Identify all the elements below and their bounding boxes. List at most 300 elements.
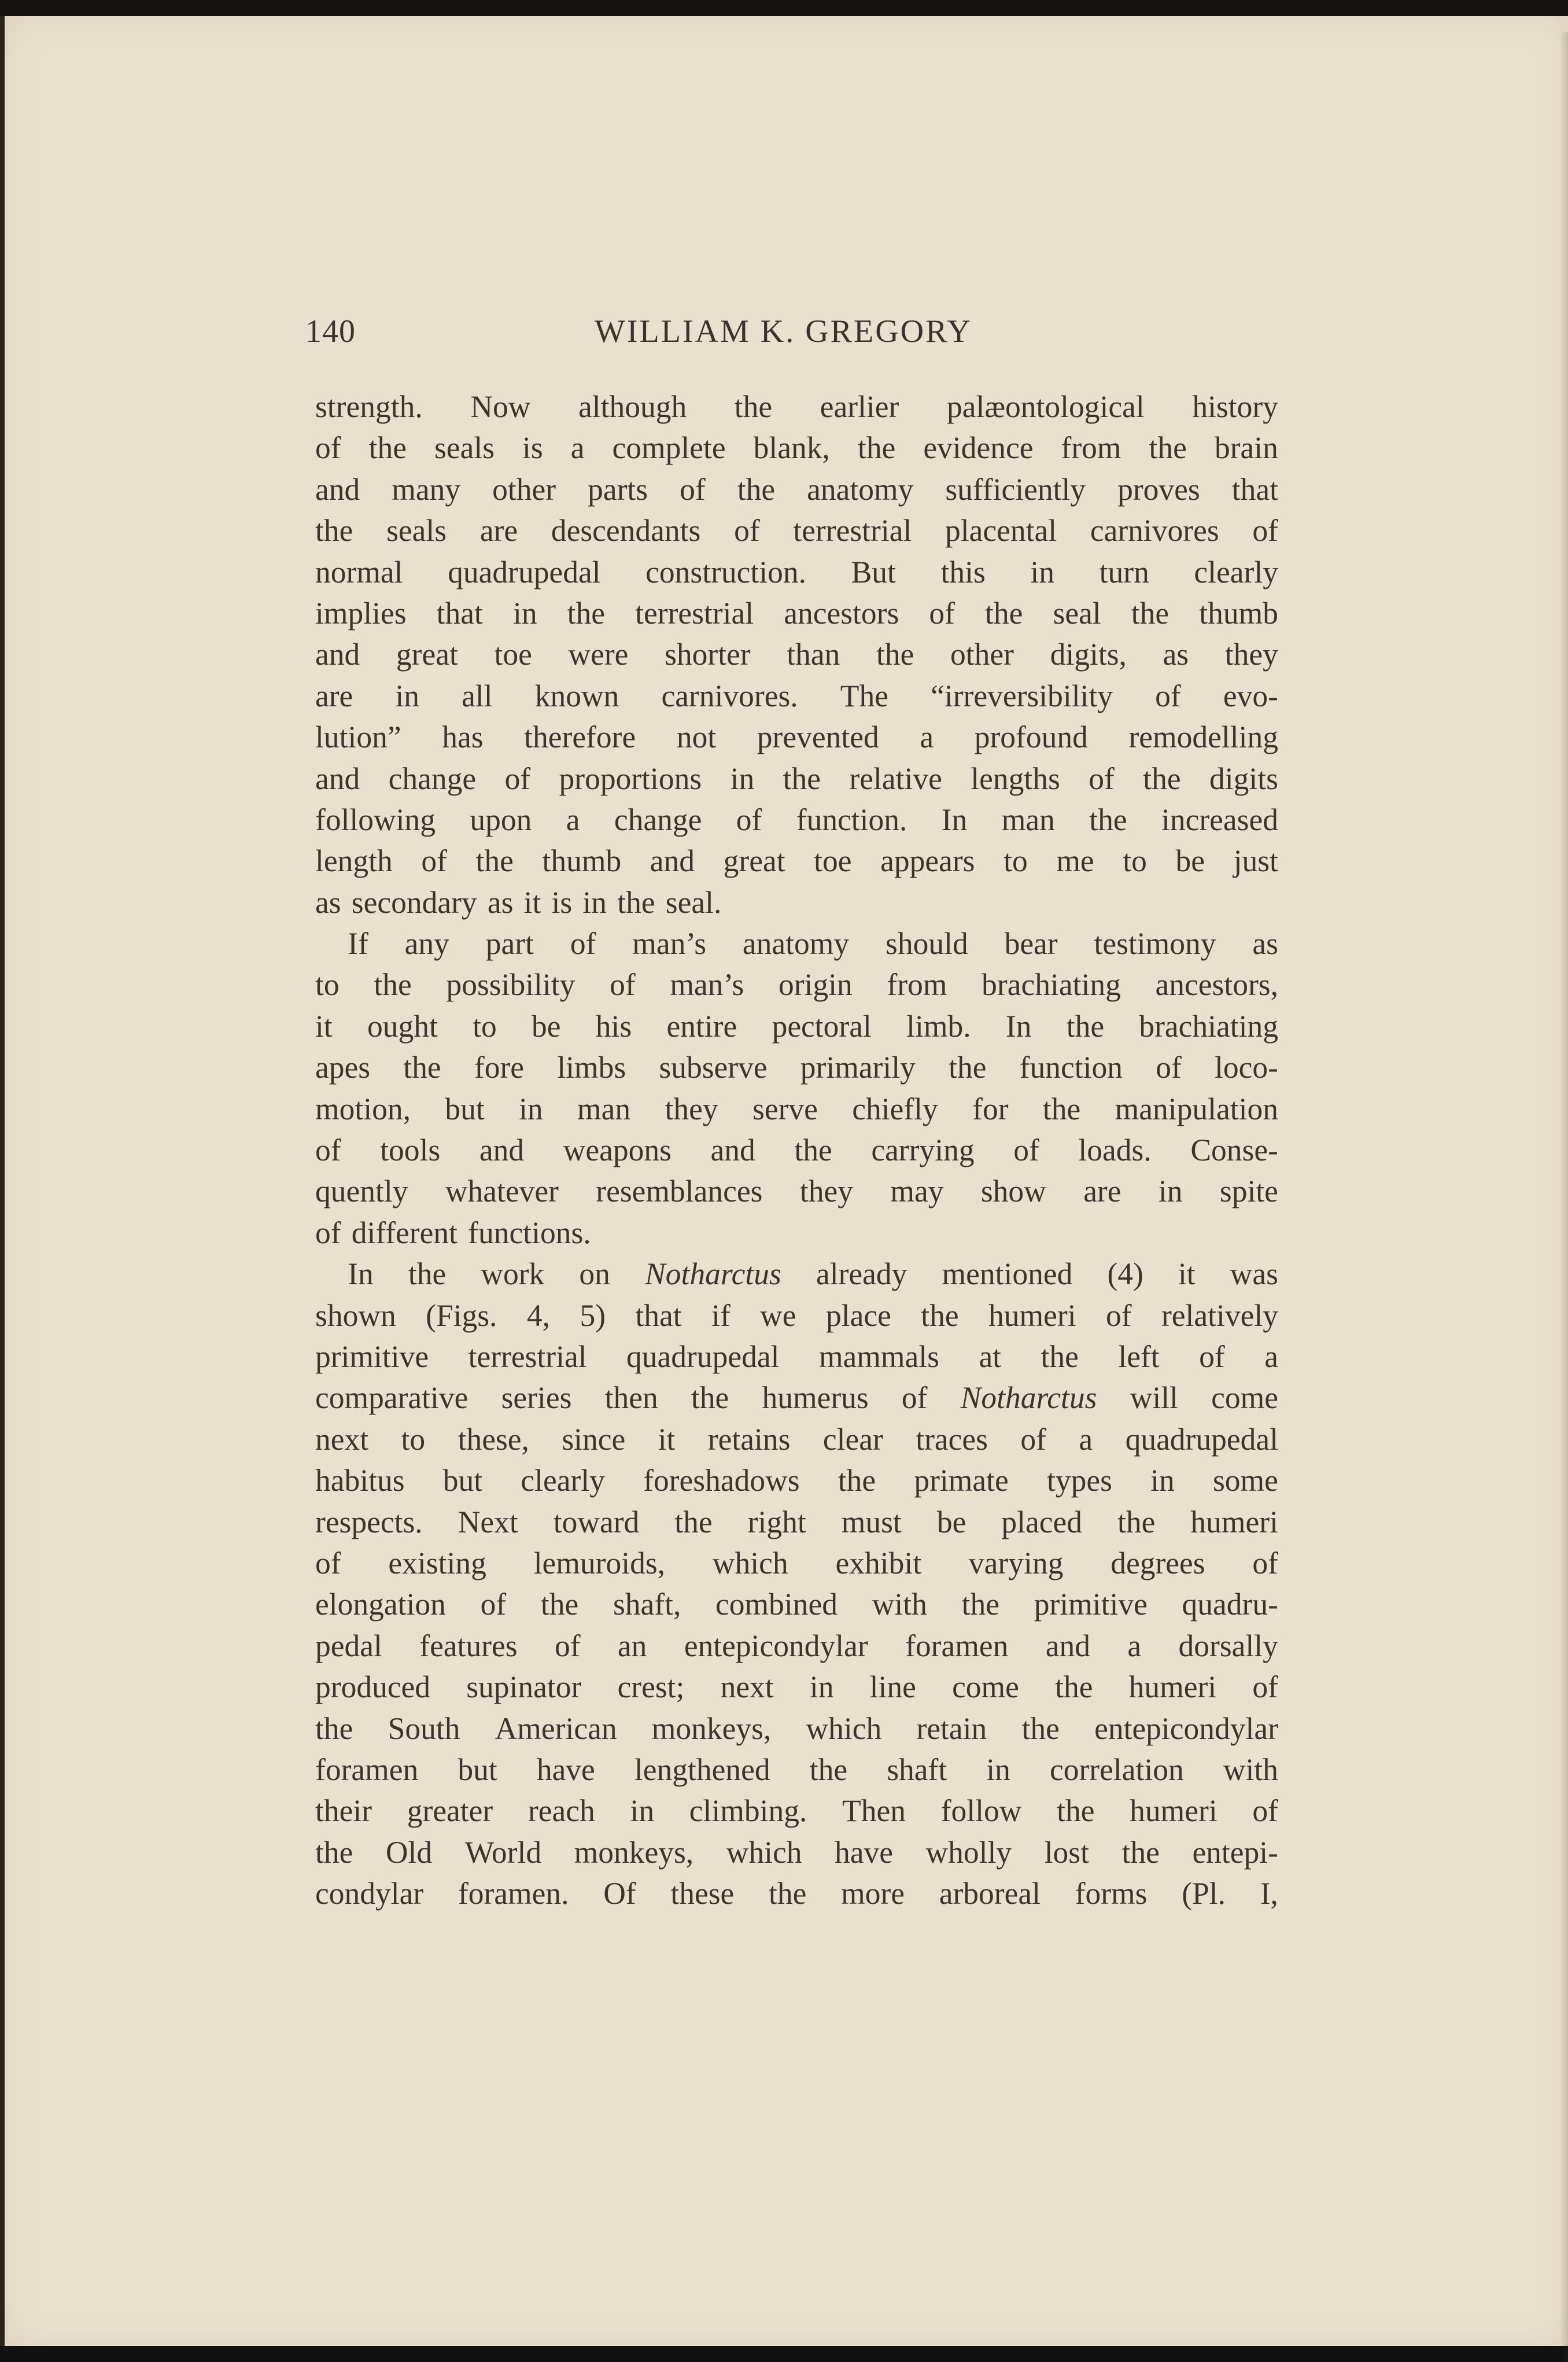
word: loco- (1215, 1050, 1278, 1085)
text-line (315, 1047, 1278, 1088)
word: show (980, 1174, 1046, 1209)
word: the (794, 1133, 832, 1168)
word: a (1264, 1339, 1278, 1374)
text-line (315, 428, 1278, 469)
word: arboreal (939, 1876, 1041, 1911)
word: it (315, 1008, 333, 1044)
word: with (872, 1587, 927, 1622)
word: thumb (542, 843, 622, 879)
word: toe (814, 843, 852, 879)
word: foramen (315, 1752, 419, 1787)
word: known (534, 678, 619, 713)
word: quadrupedal (1125, 1421, 1278, 1457)
running-head-author: WILLIAM K. GREGORY (595, 314, 972, 349)
word: produced (315, 1670, 431, 1705)
word: then (604, 1380, 658, 1416)
word: is (522, 430, 543, 466)
text-line (315, 717, 1278, 758)
word: and (710, 1133, 755, 1168)
text-line (315, 1460, 1278, 1501)
word: seal. (665, 885, 722, 920)
text-line (315, 841, 1278, 882)
word: carnivores (1090, 513, 1219, 548)
book-page (5, 16, 1568, 2346)
word: to (1003, 843, 1028, 879)
word: condylar (315, 1876, 424, 1911)
text-line (315, 469, 1278, 510)
word: of (610, 967, 636, 1003)
word: anatomy (742, 926, 850, 961)
text-line (315, 758, 1278, 799)
word: they (1224, 637, 1278, 672)
page-edge-shadow (1560, 32, 1568, 2362)
text-line (315, 593, 1278, 634)
word: greater (407, 1793, 493, 1829)
word: quadru- (1182, 1587, 1278, 1622)
word: complete (612, 430, 726, 466)
text-line (315, 552, 1278, 593)
word: mammals (818, 1339, 939, 1374)
word: construction. (645, 554, 807, 589)
word: In (348, 1256, 374, 1292)
word: be (936, 1504, 966, 1539)
word: that (635, 1298, 682, 1333)
word: of (315, 1215, 341, 1250)
word: to (315, 967, 340, 1003)
word: and (315, 637, 360, 672)
word: function (1019, 1050, 1123, 1085)
word: with (1223, 1752, 1278, 1787)
word: upon (470, 802, 532, 837)
word: clear (822, 1421, 883, 1457)
word: the (475, 843, 514, 879)
word: habitus (315, 1463, 405, 1498)
word: seals (434, 430, 495, 466)
word: entepicondylar (684, 1628, 868, 1663)
word: a (920, 720, 934, 755)
word: it (658, 1421, 676, 1457)
word: supinator (466, 1670, 582, 1705)
text-line (315, 386, 1278, 428)
text-line (315, 1502, 1278, 1543)
word: thumb (1199, 595, 1278, 631)
word: brachiating (1139, 1008, 1278, 1044)
text-line (315, 676, 1278, 717)
word: next (315, 1421, 369, 1457)
word: limbs (557, 1050, 626, 1085)
word: right (747, 1504, 806, 1539)
word: spite (1219, 1174, 1278, 1209)
word: the (1042, 1091, 1081, 1126)
word: dorsally (1178, 1628, 1278, 1663)
word: strength. (315, 389, 423, 424)
word: subserve (659, 1050, 768, 1085)
word: have (536, 1752, 595, 1787)
word: humeri (1128, 1670, 1217, 1705)
text-line (315, 1873, 1278, 1914)
word: the (1089, 802, 1127, 837)
word: man’s (632, 926, 707, 961)
word: of (1105, 1298, 1132, 1333)
word: types (1046, 1463, 1112, 1498)
word: combined (715, 1587, 838, 1622)
word: of (315, 1133, 341, 1168)
word: at (979, 1339, 1002, 1374)
word: lost (1044, 1834, 1089, 1870)
word: and (479, 1133, 525, 1168)
word: were (568, 637, 629, 672)
word: motion, (315, 1091, 411, 1126)
word: in (1030, 554, 1055, 589)
word: anatomy (807, 471, 914, 507)
word: of (421, 843, 447, 879)
word: entepi- (1192, 1834, 1278, 1870)
word: I, (1260, 1876, 1278, 1911)
word: function. (796, 802, 907, 837)
word: the (783, 761, 821, 796)
word: history (1192, 389, 1278, 424)
word: that (1231, 471, 1278, 507)
word: evidence (923, 430, 1034, 466)
word: blank, (753, 430, 830, 466)
word: great (396, 637, 458, 672)
word: pedal (315, 1628, 382, 1663)
word: parts (588, 471, 648, 507)
word: may (890, 1174, 944, 1209)
word: more (841, 1876, 905, 1911)
word: primarily (800, 1050, 916, 1085)
word: have (835, 1834, 893, 1870)
word: man’s (670, 967, 744, 1003)
word: The (840, 678, 888, 713)
word: left (1118, 1339, 1160, 1374)
word: shown (315, 1298, 396, 1333)
word: digits (1209, 761, 1278, 796)
word: all (462, 678, 493, 713)
word: Now (470, 389, 531, 424)
word: “irreversibility (931, 678, 1113, 713)
word: turn (1099, 554, 1149, 589)
word: the (961, 1587, 999, 1622)
word: as (1252, 926, 1278, 961)
word: manipulation (1115, 1091, 1278, 1126)
word: their (315, 1793, 372, 1829)
word: these, (458, 1421, 529, 1457)
word: 5) (580, 1298, 606, 1333)
word: other (950, 637, 1014, 672)
word: which (806, 1711, 882, 1746)
word: the (921, 1298, 959, 1333)
word: the (1131, 595, 1169, 631)
word: implies (315, 595, 407, 631)
word: ought (367, 1008, 438, 1044)
word: and (315, 761, 360, 796)
word: the (985, 595, 1023, 631)
text-line (315, 510, 1278, 551)
word: primitive (315, 1339, 429, 1374)
word: the (540, 1587, 579, 1622)
word: traces (916, 1421, 988, 1457)
word: in (395, 678, 420, 713)
word: the (691, 1380, 729, 1416)
text-line (315, 882, 1278, 923)
body-text (315, 386, 1278, 1914)
word: the (567, 595, 606, 631)
word: has (442, 720, 484, 755)
word: the (1143, 761, 1181, 796)
word: should (886, 926, 968, 961)
word: entepicondylar (1094, 1711, 1278, 1746)
word: placed (1001, 1504, 1082, 1539)
word: American (495, 1711, 617, 1746)
word: if (711, 1298, 730, 1333)
word: World (464, 1834, 542, 1870)
word: bear (1004, 926, 1058, 961)
word: In (1005, 1008, 1032, 1044)
word: is (551, 885, 573, 920)
word: the (737, 471, 776, 507)
word: the (1055, 1670, 1093, 1705)
word: 4, (526, 1298, 551, 1333)
word: of (1013, 1133, 1039, 1168)
word: of (480, 1587, 507, 1622)
word: In (941, 802, 968, 837)
word: the (857, 430, 896, 466)
word: next (720, 1670, 774, 1705)
word: of (1020, 1421, 1046, 1457)
word: wholly (925, 1834, 1012, 1870)
word: Old (385, 1834, 433, 1870)
word: since (562, 1421, 626, 1457)
word: increased (1161, 802, 1278, 837)
word: of (1155, 678, 1181, 713)
word: in (1158, 1174, 1183, 1209)
text-line (315, 1626, 1278, 1667)
word: some (1212, 1463, 1278, 1498)
word: loads. (1078, 1133, 1152, 1168)
word: a (1079, 1421, 1093, 1457)
word: proves (1117, 471, 1200, 507)
text-line (315, 1377, 1278, 1418)
word: but (445, 1091, 485, 1126)
word: lengthened (634, 1752, 770, 1787)
word: come (952, 1670, 1019, 1705)
word: the (315, 1711, 353, 1746)
text-line (315, 1790, 1278, 1832)
word: as (1163, 637, 1189, 672)
word: man (577, 1091, 631, 1126)
word: forms (1075, 1876, 1148, 1911)
word: secondary (351, 885, 477, 920)
word: place (825, 1298, 891, 1333)
word: apes (315, 1050, 371, 1085)
word: prevented (757, 720, 879, 755)
word: any (404, 926, 449, 961)
word: the (315, 513, 353, 548)
word: proportions (559, 761, 702, 796)
word: placental (945, 513, 1057, 548)
word: foreshadows (643, 1463, 800, 1498)
word: whatever (445, 1174, 559, 1209)
text-line (315, 1667, 1278, 1708)
word: the (734, 389, 773, 424)
word: Next (458, 1504, 518, 1539)
word: varying (968, 1545, 1064, 1580)
word: other (492, 471, 556, 507)
word: than (787, 637, 840, 672)
word: following (315, 802, 436, 837)
word: exhibit (835, 1545, 922, 1580)
text-line (315, 1749, 1278, 1790)
word: to (473, 1008, 497, 1044)
word: not (676, 720, 717, 755)
word: great (723, 843, 785, 879)
word: a (566, 802, 580, 837)
word: lution” (315, 720, 401, 755)
word: the (769, 1876, 807, 1911)
word: If (348, 926, 368, 961)
word: brain (1214, 430, 1278, 466)
word: foramen (905, 1628, 1009, 1663)
word: as (487, 885, 514, 920)
word: of (315, 1545, 341, 1580)
word: follow (940, 1793, 1022, 1829)
word: change (614, 802, 702, 837)
word: of (1199, 1339, 1225, 1374)
word: of (734, 513, 760, 548)
word: are (1083, 1174, 1121, 1209)
word: South (388, 1711, 460, 1746)
word: in (630, 1793, 655, 1829)
word: was (1230, 1256, 1278, 1292)
word: weapons (563, 1133, 672, 1168)
text-line (315, 1419, 1278, 1460)
word: sufficiently (945, 471, 1086, 507)
word: the (403, 1050, 441, 1085)
word: mentioned (942, 1256, 1073, 1292)
word: palæontological (946, 389, 1145, 424)
word: crest; (617, 1670, 685, 1705)
word: it (1178, 1256, 1196, 1292)
word: series (501, 1380, 572, 1416)
word: humerus (762, 1380, 869, 1416)
word: the (809, 1752, 848, 1787)
text-line (315, 1708, 1278, 1749)
word: terrestrial (468, 1339, 587, 1374)
word: of (570, 926, 596, 961)
word: of (1252, 1793, 1278, 1829)
word: normal (315, 554, 403, 589)
word: humeri (1130, 1793, 1217, 1829)
word: quadrupedal (448, 554, 601, 589)
word: which (726, 1834, 802, 1870)
word: entire (666, 1008, 737, 1044)
word: (4) (1107, 1256, 1143, 1292)
running-head (305, 308, 999, 355)
word: for (972, 1091, 1009, 1126)
word: But (851, 554, 896, 589)
word: seal (1053, 595, 1101, 631)
word: the (674, 1504, 713, 1539)
word: the (1021, 1711, 1060, 1746)
word: retain (916, 1711, 987, 1746)
word: foramen. (458, 1876, 569, 1911)
word: carrying (871, 1133, 975, 1168)
word: origin (778, 967, 853, 1003)
word: we (760, 1298, 796, 1333)
word: profound (974, 720, 1088, 755)
word: but (458, 1752, 497, 1787)
word: on (579, 1256, 610, 1292)
scan-left-edge (0, 16, 5, 2346)
word: they (665, 1091, 718, 1126)
word: seals (386, 513, 447, 548)
word: functions. (468, 1215, 591, 1250)
word: which (712, 1545, 788, 1580)
word: testimony (1094, 926, 1216, 961)
text-line (315, 1543, 1278, 1584)
word: in (519, 1091, 543, 1126)
word: lengths (971, 761, 1060, 796)
word: in (809, 1670, 834, 1705)
word: from (887, 967, 947, 1003)
word: are (479, 513, 518, 548)
word: descendants (551, 513, 701, 548)
word: his (595, 1008, 632, 1044)
word: the (1041, 1339, 1079, 1374)
word: lemuroids, (533, 1545, 666, 1580)
word: evo- (1223, 678, 1278, 713)
word: chiefly (852, 1091, 938, 1126)
word: line (869, 1670, 916, 1705)
word: of (1156, 1050, 1182, 1085)
word: in (986, 1752, 1010, 1787)
word: and (1045, 1628, 1090, 1663)
word: be (532, 1008, 561, 1044)
word: the (1149, 430, 1187, 466)
word: these (670, 1876, 735, 1911)
word: the (408, 1256, 447, 1292)
word: different (351, 1215, 458, 1250)
word: the (876, 637, 914, 672)
word: monkeys, (651, 1711, 772, 1746)
text-line (315, 923, 1278, 964)
word: possibility (446, 967, 575, 1003)
word: quently (315, 1174, 408, 1209)
word: Then (842, 1793, 906, 1829)
word: in (730, 761, 755, 796)
text-line (315, 1832, 1278, 1873)
text-line (315, 1254, 1278, 1295)
word: monkeys, (574, 1834, 694, 1870)
text-line (315, 1295, 1278, 1336)
word: are (315, 678, 353, 713)
word: remodelling (1128, 720, 1278, 755)
text-line (315, 1171, 1278, 1212)
word: the (617, 885, 655, 920)
word: of (1089, 761, 1115, 796)
word: of (1252, 1670, 1278, 1705)
word: humeri (1190, 1504, 1278, 1539)
word: me (1056, 843, 1094, 879)
word: of (929, 595, 955, 631)
word: of (315, 430, 341, 466)
word: Conse- (1190, 1133, 1278, 1168)
word: in (512, 595, 537, 631)
word: that (436, 595, 483, 631)
word: tools (380, 1133, 441, 1168)
word: (Pl. (1182, 1876, 1226, 1911)
